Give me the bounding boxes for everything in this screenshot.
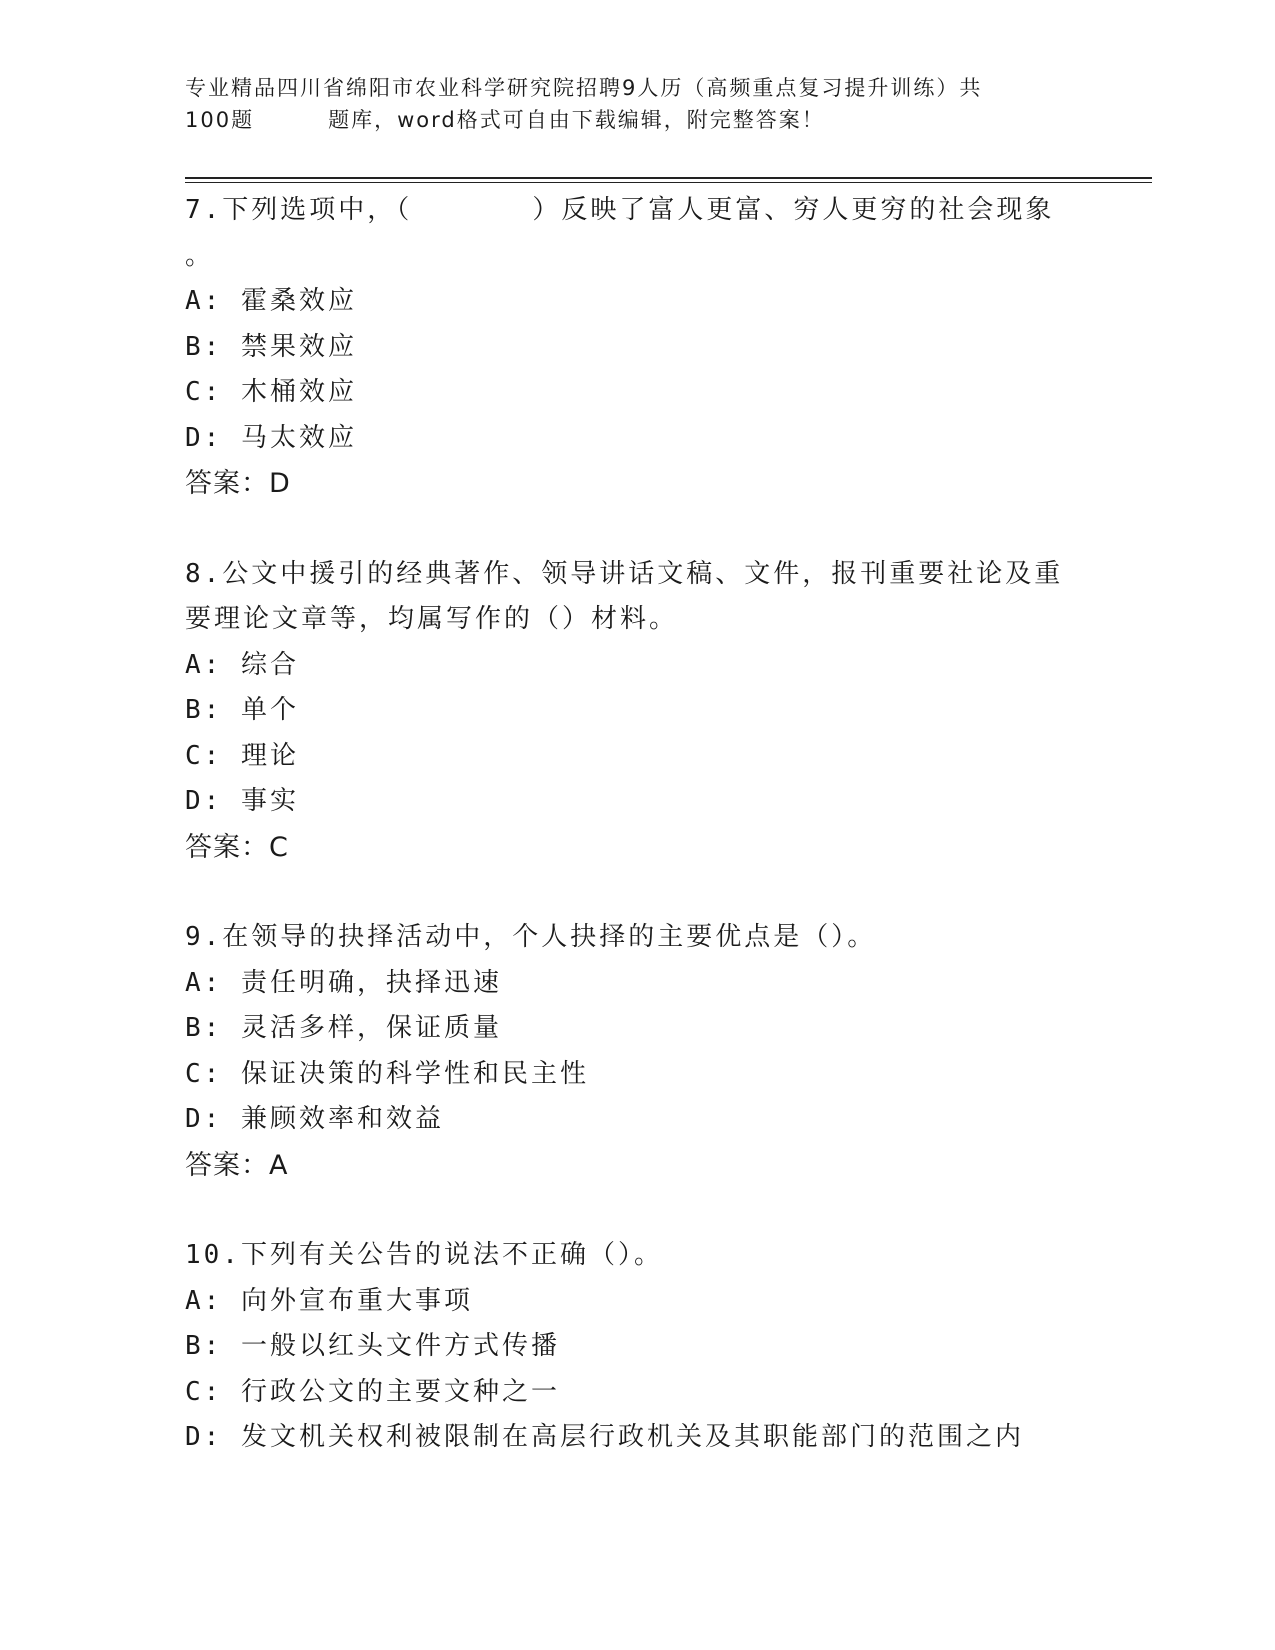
- header-title-line-2: [185, 104, 1065, 136]
- option-d: D: 兼顾效率和效益: [185, 1104, 444, 1134]
- option-c: C: 理论: [185, 740, 299, 771]
- answer: 答案：A: [185, 1149, 289, 1181]
- option-a: A: 责任明确，抉择迅速: [185, 967, 502, 998]
- question-9: [185, 915, 1085, 1188]
- option-b: B: 灵活多样，保证质量: [185, 1013, 502, 1043]
- option-c: C: 保证决策的科学性和民主性: [185, 1058, 589, 1089]
- option-b: B: 禁果效应: [185, 331, 357, 362]
- question-8: [185, 552, 1085, 871]
- option-a: A: 霍桑效应: [185, 286, 357, 316]
- header-divider-thin: [185, 182, 1152, 183]
- option-d: D: 发文机关权利被限制在高层行政机关及其职能部门的范围之内: [185, 1422, 1024, 1452]
- question-stem: 10.下列有关公告的说法不正确（）。: [185, 1240, 663, 1270]
- question-stem: 8.公文中援引的经典著作、领导讲话文稿、文件，报刊重要社论及重: [185, 558, 1064, 589]
- option-c: C: 行政公文的主要文种之一: [185, 1376, 560, 1407]
- header-question-count: 100题: [185, 108, 255, 132]
- option-c: C: 木桶效应: [185, 377, 357, 407]
- question-10: [185, 1233, 1085, 1461]
- option-a: A: 综合: [185, 649, 299, 680]
- question-stem: 9.在领导的抉择活动中，个人抉择的主要优点是（）。: [185, 922, 877, 952]
- option-a: A: 向外宣布重大事项: [185, 1285, 473, 1316]
- question-stem-continued: 要理论文章等，均属写作的（）材料。: [185, 604, 679, 634]
- question-7: [185, 188, 1085, 507]
- question-list: [185, 188, 1085, 1461]
- header-divider: [185, 177, 1152, 179]
- document-header: [185, 72, 1065, 136]
- header-title-line-1: 专业精品四川省绵阳市农业科学研究院招聘9人历（高频重点复习提升训练）共: [185, 76, 983, 100]
- option-b: B: 一般以红头文件方式传播: [185, 1331, 560, 1361]
- option-d: D: 事实: [185, 786, 299, 816]
- option-d: D: 马太效应: [185, 422, 357, 453]
- option-b: B: 单个: [185, 695, 299, 725]
- answer: 答案：C: [185, 831, 289, 863]
- question-stem: 7.下列选项中，（ ）反映了富人更富、穷人更穷的社会现象: [185, 195, 1055, 225]
- question-stem-continued: 。: [185, 240, 215, 271]
- answer: 答案：D: [185, 468, 291, 499]
- header-subtitle: 题库，word格式可自由下载编辑，附完整答案！: [328, 108, 825, 132]
